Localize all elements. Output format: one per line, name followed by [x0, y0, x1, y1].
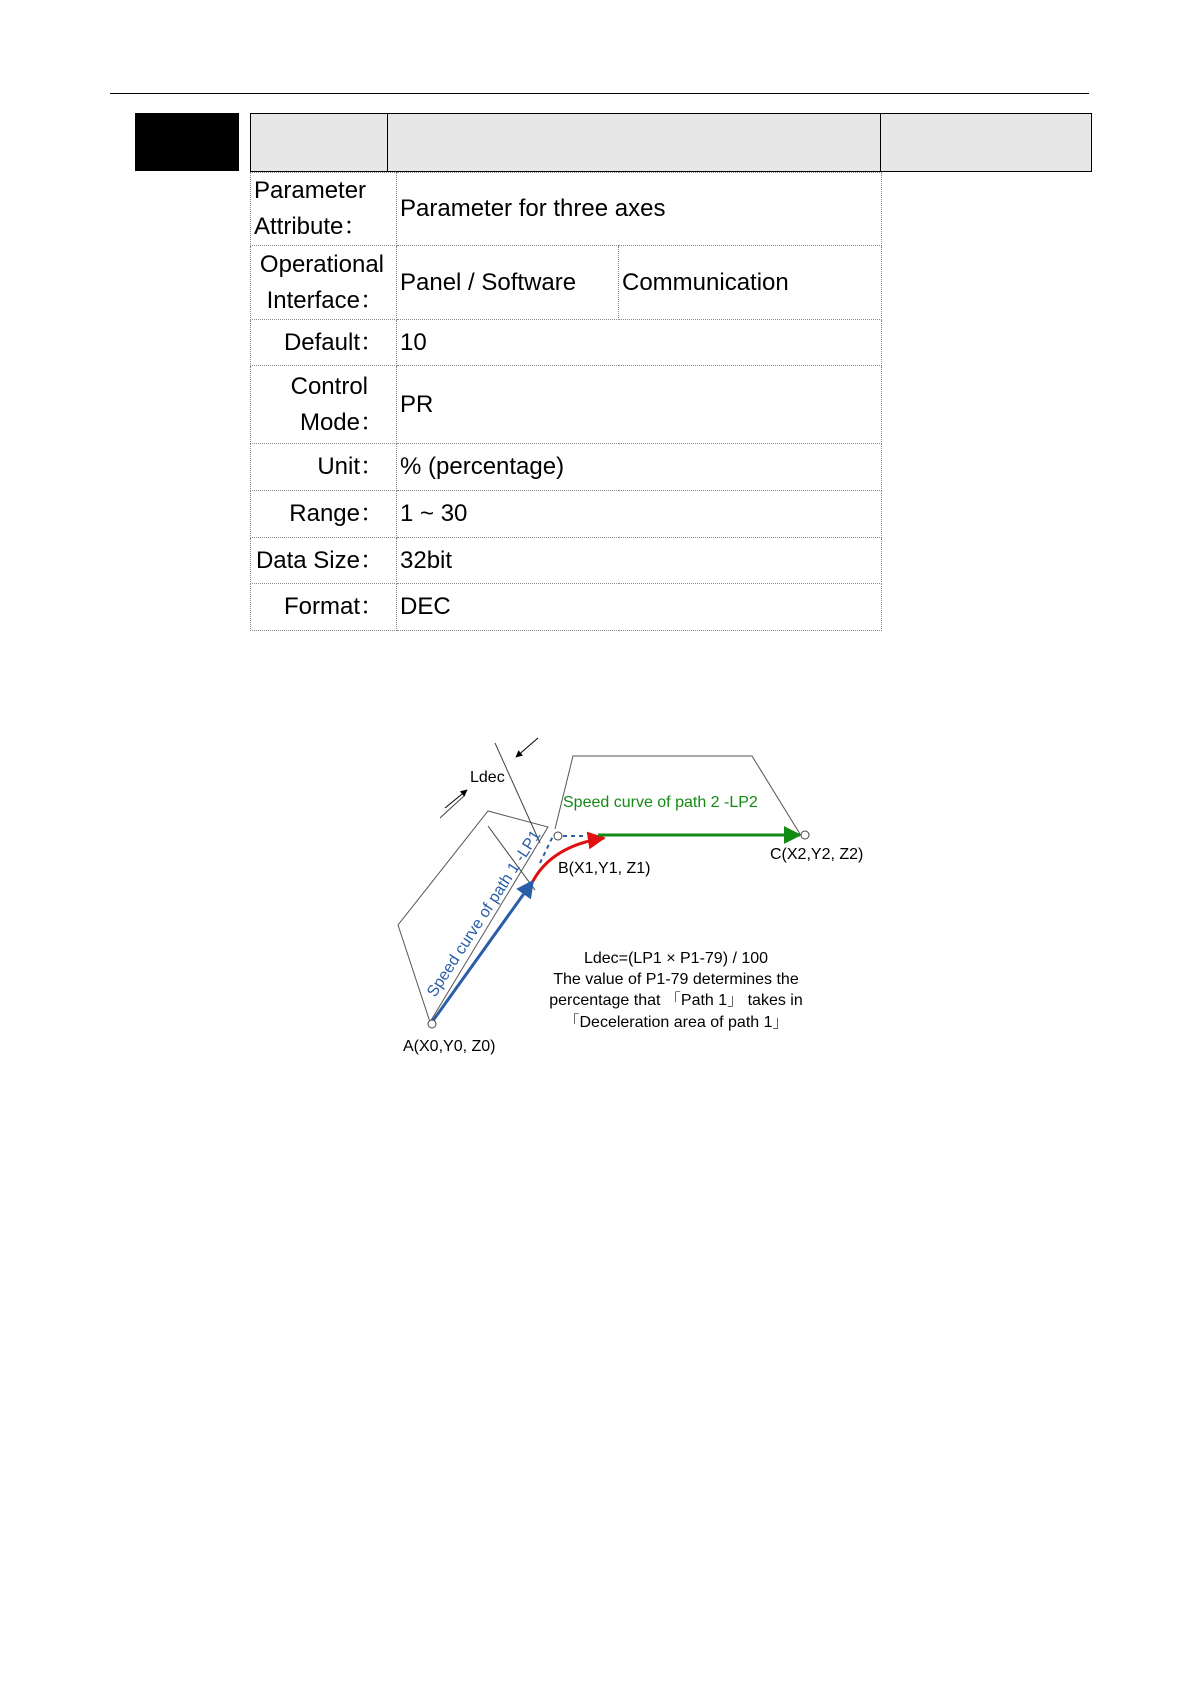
row-value: 32bit [397, 538, 882, 584]
row-label: Range： [251, 491, 397, 538]
row-value: DEC [397, 584, 882, 631]
ldec-extension-line [495, 743, 540, 843]
row-label: Operational Interface： [251, 246, 397, 320]
point-b-marker [554, 832, 562, 840]
row-value: 1 ~ 30 [397, 491, 882, 538]
note-line-1: The value of P1-79 determines the [553, 971, 799, 988]
row-value: Parameter for three axes [397, 173, 882, 246]
ldec-arrow [516, 738, 538, 757]
path1-label: Speed curve of path 1 -LP1 [424, 827, 545, 1001]
point-a-marker [428, 1020, 436, 1028]
row-value: PR [397, 366, 882, 444]
row-value: Panel / Software [397, 246, 619, 320]
ldec-arrow [445, 790, 467, 808]
point-c-label: C(X2,Y2, Z2) [770, 846, 864, 863]
path2-label: Speed curve of path 2 -LP2 [563, 794, 758, 811]
row-value: % (percentage) [397, 444, 882, 491]
ldec-extension-line [440, 795, 465, 818]
row-label: Parameter Attribute： [251, 173, 397, 246]
row-label: Data Size： [251, 538, 397, 584]
point-b-label: B(X1,Y1, Z1) [558, 860, 651, 877]
formula-text: Ldec=(LP1 × P1-79) / 100 [583, 950, 769, 967]
row-label: Control Mode： [251, 366, 397, 444]
note-line-2: percentage that 「Path 1」 takes in [549, 992, 803, 1009]
point-c-marker [801, 831, 809, 839]
row-label: Unit： [251, 444, 397, 491]
row-label: Format： [251, 584, 397, 631]
note-line-3: 「Deceleration area of path 1」 [563, 1014, 789, 1031]
row-value-secondary: Communication [619, 246, 882, 320]
row-label: Default： [251, 320, 397, 366]
point-a-label: A(X0,Y0, Z0) [403, 1038, 496, 1055]
row-value: 10 [397, 320, 882, 366]
ldec-label: Ldec [470, 769, 505, 786]
